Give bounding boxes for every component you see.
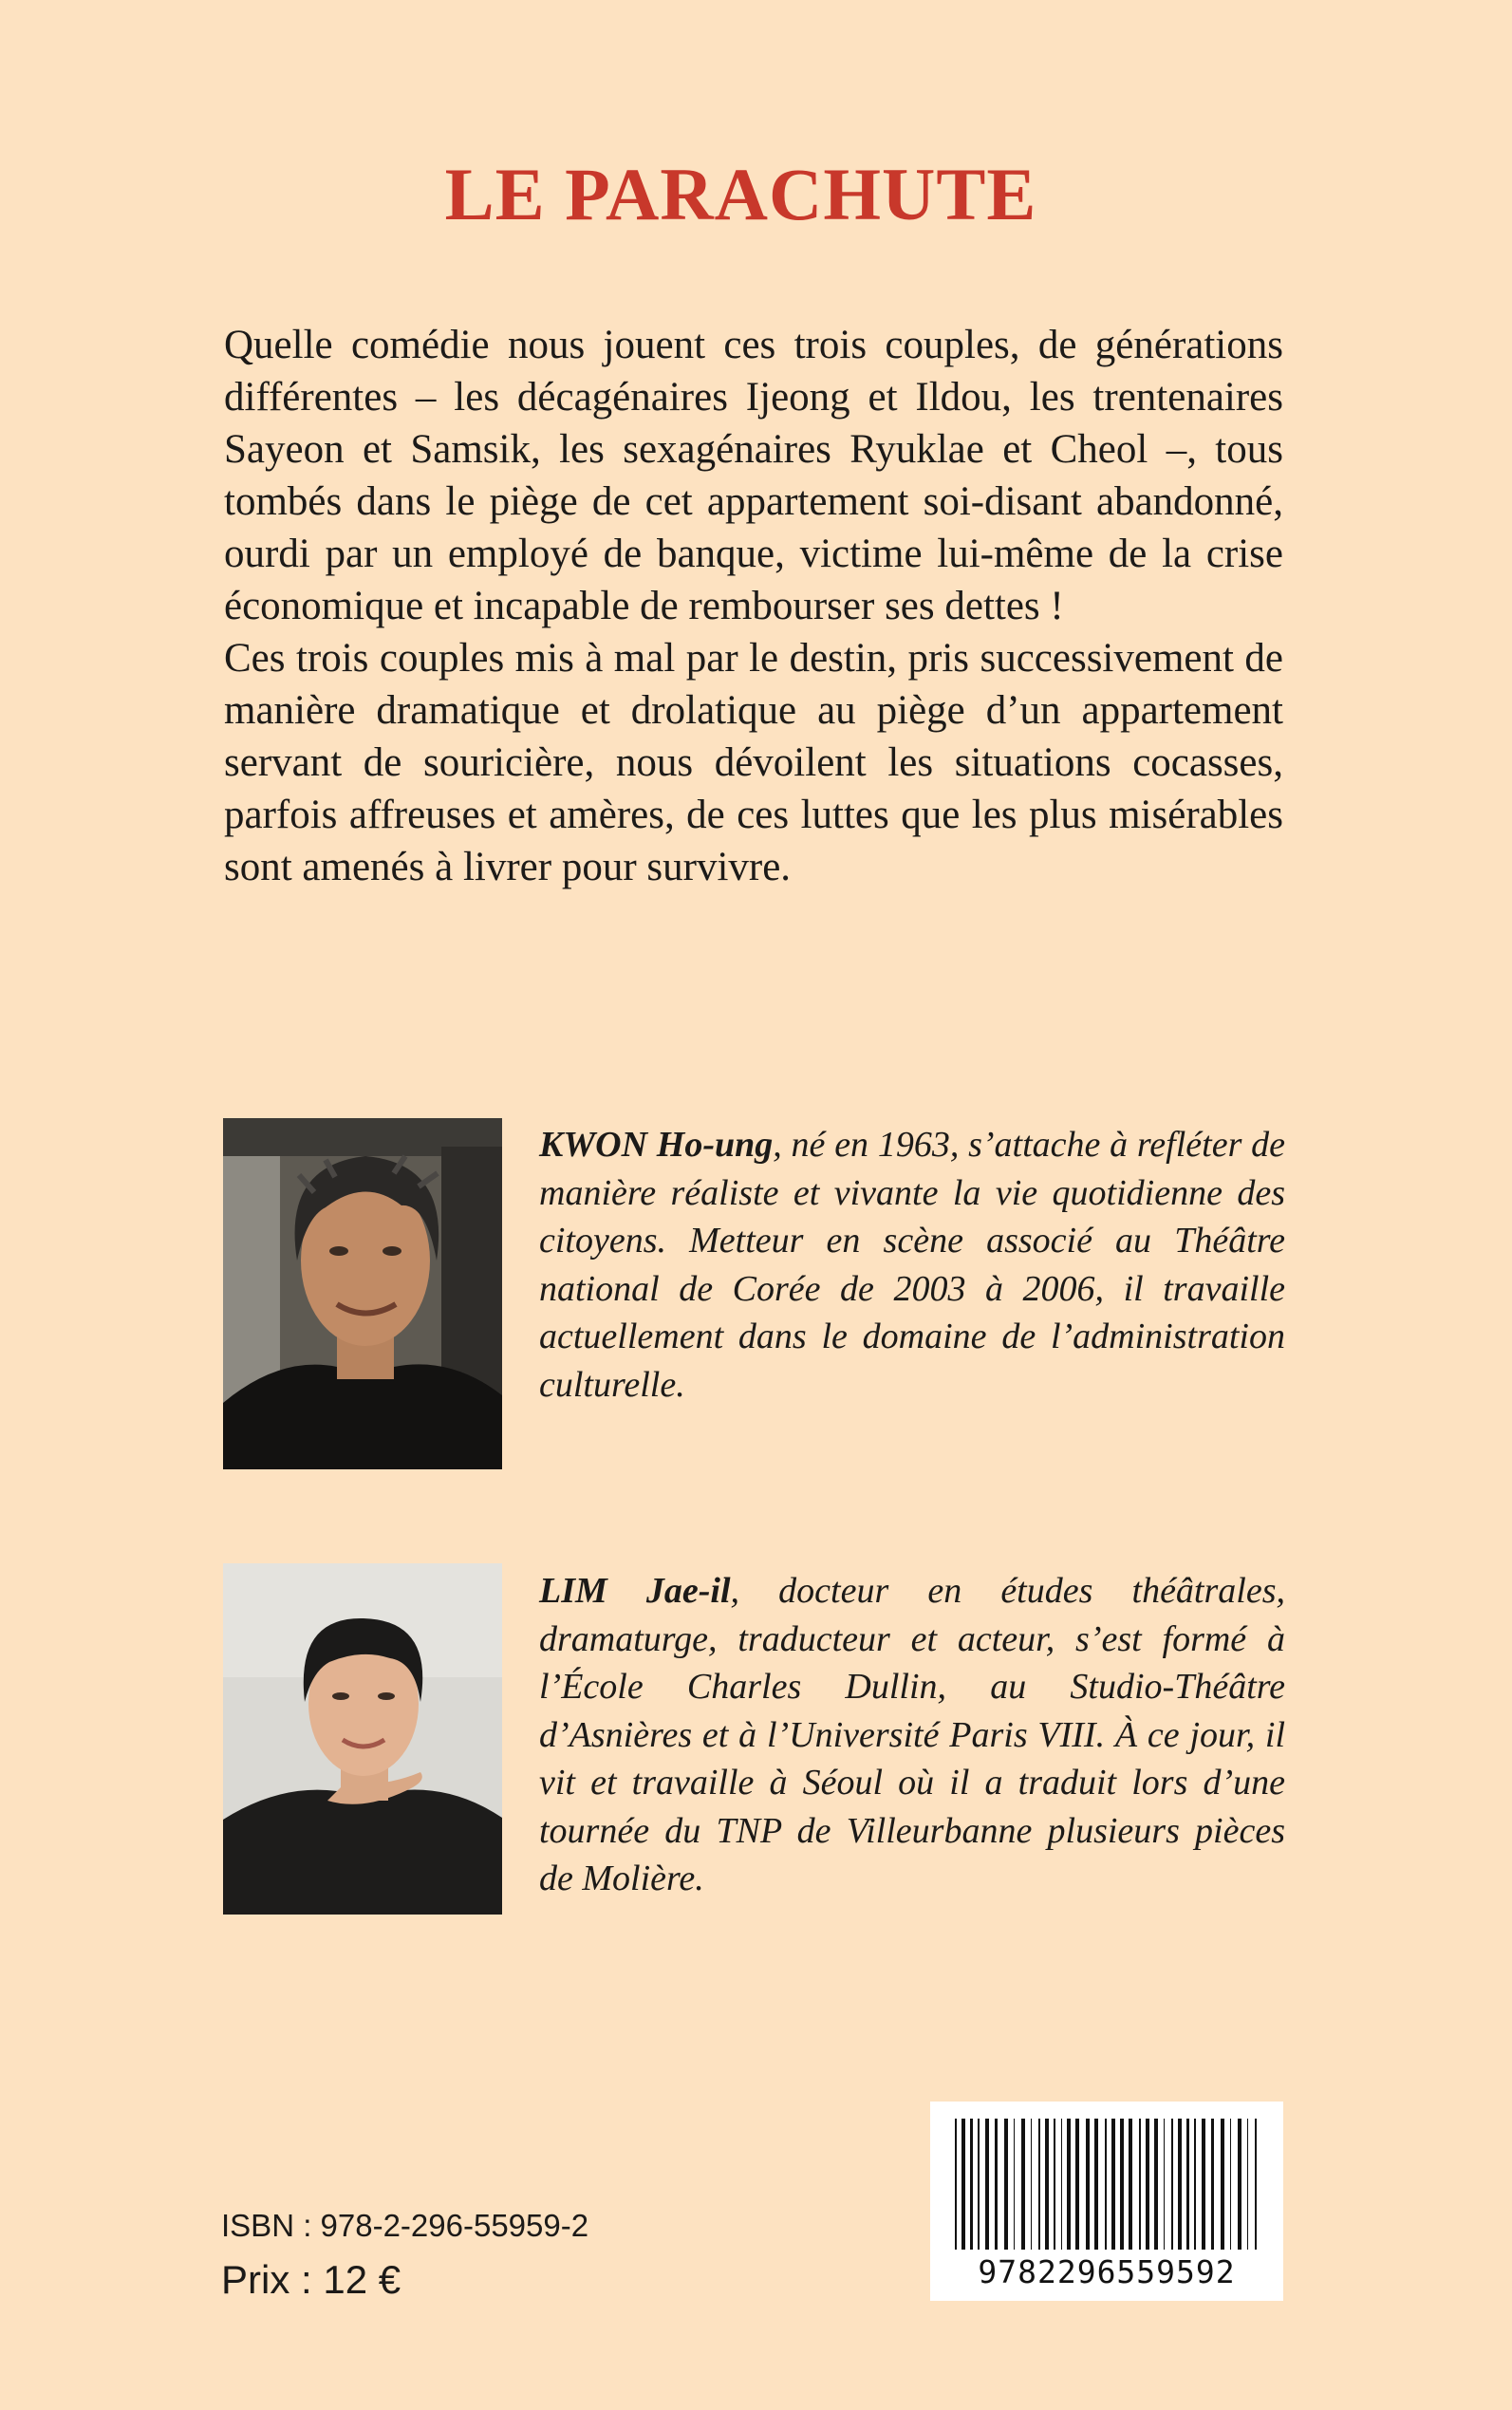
author-photo-kwon: [223, 1118, 502, 1469]
barcode-bar: [1014, 2119, 1015, 2250]
barcode-bar: [970, 2119, 973, 2250]
barcode-bar: [995, 2119, 998, 2250]
barcode-bar: [1045, 2119, 1049, 2250]
barcode-bar: [1038, 2119, 1040, 2250]
barcode-bar: [1146, 2119, 1149, 2250]
barcode-bar: [1194, 2119, 1196, 2250]
book-summary: [224, 319, 1283, 893]
barcode-bar: [1120, 2119, 1124, 2250]
barcode-bar: [1171, 2119, 1173, 2250]
author-name-kwon: KWON Ho-ung: [539, 1125, 774, 1165]
summary-paragraph-2: Ces trois couples mis à mal par le destin, pris successivement de manière dramatique et drolatique au piège d’un appartement servant de souricière, nous dévoilent les situations cocasses, parfois affreuses et amères, de ces luttes que les plus misérables sont amenés à livrer pour survivre.: [224, 636, 1283, 889]
isbn: ISBN : 978-2-296-55959-2: [221, 2208, 589, 2243]
author-bio-text-kwon: , né en 1963, s’attache à refléter de manière réaliste et vivante la vie quotidienne des citoyens. Metteur en scène associé au Théâtre national de Corée de 2003 à 2006, il travaille actuellement dans le domaine de l’administration culturelle.: [539, 1125, 1286, 1405]
barcode-bar: [955, 2119, 957, 2250]
author-bio-kwon: [539, 1121, 1285, 1409]
author-portrait-lim: [223, 1563, 502, 1915]
barcode-bar: [1202, 2119, 1205, 2250]
barcode-bar: [961, 2119, 965, 2250]
barcode-digits: 9782296559592: [978, 2253, 1236, 2290]
price: Prix : 12 €: [221, 2257, 401, 2302]
barcode-bar: [1139, 2119, 1141, 2250]
barcode-bars: [930, 2102, 1283, 2253]
barcode-bar: [1221, 2119, 1224, 2250]
author-name-lim: LIM Jae-il: [539, 1571, 731, 1611]
author-bio-lim: [539, 1567, 1285, 1903]
barcode-bar: [1154, 2119, 1158, 2250]
author-bio-text-lim: , docteur en études théâtrales, dramaturge, traducteur et acteur, s’est formé à l’École Charles Dullin, au Studio-Théâtre d’Asnières et à l’Université Paris VIII. À ce jour, il vit et travaille à Séoul où il a traduit lors d’une tournée du TNP de Villeurbanne plusieurs pièces de Molière.: [539, 1571, 1285, 1898]
barcode-bar: [1178, 2119, 1182, 2250]
barcode-bar: [1230, 2119, 1231, 2250]
barcode-bar: [1164, 2119, 1165, 2250]
barcode-bar: [1061, 2119, 1062, 2250]
barcode-bar: [1021, 2119, 1025, 2250]
summary-paragraph-1: Quelle comédie nous jouent ces trois couples, de générations différentes – les décagénaires Ijeong et Ildou, les trentenaires Sayeon et Samsik, les sexagénaires Ryuklae et Cheol –, tous tombés dans le piège de cet appartement soi-disant abandonné, ourdi par un employé de banque, victime lui-même de la crise économique et incapable de rembourser ses dettes !: [224, 323, 1283, 628]
barcode-bar: [1094, 2119, 1098, 2250]
book-title: LE PARACHUTE: [444, 153, 1037, 235]
barcode-bar: [1111, 2119, 1115, 2250]
barcode-bar: [1238, 2119, 1241, 2250]
barcode-bar: [1211, 2119, 1214, 2250]
barcode-bar: [1105, 2119, 1107, 2250]
barcode-bar: [1031, 2119, 1032, 2250]
barcode: [930, 2102, 1283, 2301]
barcode-bar: [1255, 2119, 1257, 2250]
author-portrait-kwon: [223, 1118, 502, 1469]
barcode-bar: [1186, 2119, 1189, 2250]
barcode-bar: [978, 2119, 980, 2250]
barcode-bar: [1086, 2119, 1090, 2250]
barcode-bar: [1075, 2119, 1079, 2250]
barcode-bar: [985, 2119, 989, 2250]
author-photo-lim: [223, 1563, 502, 1915]
barcode-bar: [1247, 2119, 1248, 2250]
barcode-bar: [1129, 2119, 1132, 2250]
barcode-bar: [1004, 2119, 1008, 2250]
barcode-bar: [1067, 2119, 1071, 2250]
barcode-bar: [1054, 2119, 1055, 2250]
